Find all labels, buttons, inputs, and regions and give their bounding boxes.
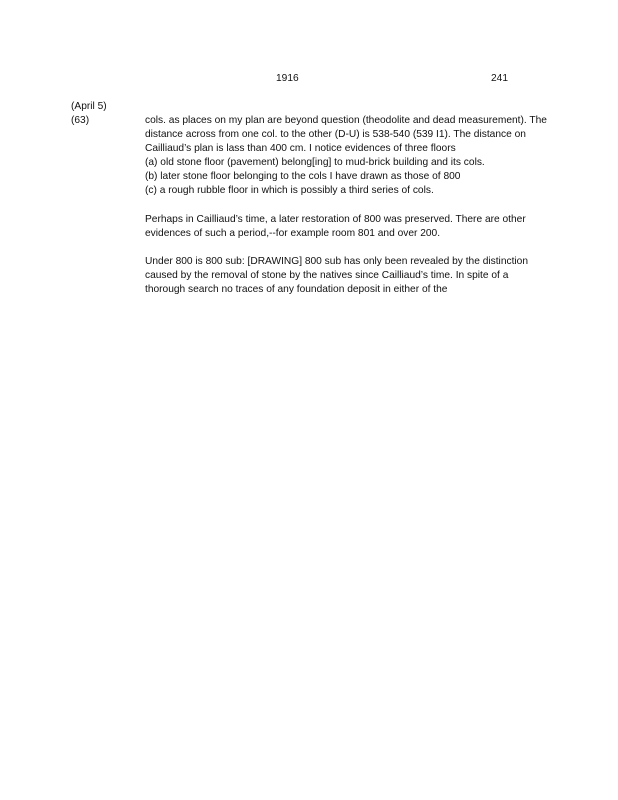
header-year: 1916 xyxy=(276,73,299,84)
text-line: evidences of such a period,--for example room 801 and over 200. xyxy=(145,227,441,239)
transcription-body xyxy=(145,114,565,297)
text-line: Under 800 is 800 sub: [DRAWING] 800 sub has only been revealed by the distinction xyxy=(145,255,529,267)
text-line: thorough search no traces of any foundation deposit in either of the xyxy=(145,284,448,296)
text-line: Cailliaud’s plan is lass than 400 cm. I notice evidences of three floors xyxy=(145,143,456,155)
margin-date: (April 5) xyxy=(71,101,107,112)
text-line: (a) old stone floor (pavement) belong[ing] to mud-brick building and its cols. xyxy=(145,157,485,169)
paragraph-2 xyxy=(145,213,565,241)
page-number: 241 xyxy=(491,73,508,84)
paragraph-1 xyxy=(145,114,565,199)
text-line: (c) a rough rubble floor in which is possibly a third series of cols. xyxy=(145,185,434,197)
text-line: cols. as places on my plan are beyond question (theodolite and dead measurement). The xyxy=(145,115,547,126)
margin-page-ref: (63) xyxy=(71,115,90,127)
paragraph-3 xyxy=(145,255,565,297)
text-line: Perhaps in Cailliaud’s time, a later restoration of 800 was preserved. There are other xyxy=(145,213,526,225)
margin-notes xyxy=(71,100,131,128)
text-line: caused by the removal of stone by the natives since Cailliaud’s time. In spite of a xyxy=(145,270,509,282)
text-line: (b) later stone floor belonging to the cols I have drawn as those of 800 xyxy=(145,171,461,183)
text-line: distance across from one col. to the other (D-U) is 538-540 (539 I1). The distance on xyxy=(145,129,526,141)
